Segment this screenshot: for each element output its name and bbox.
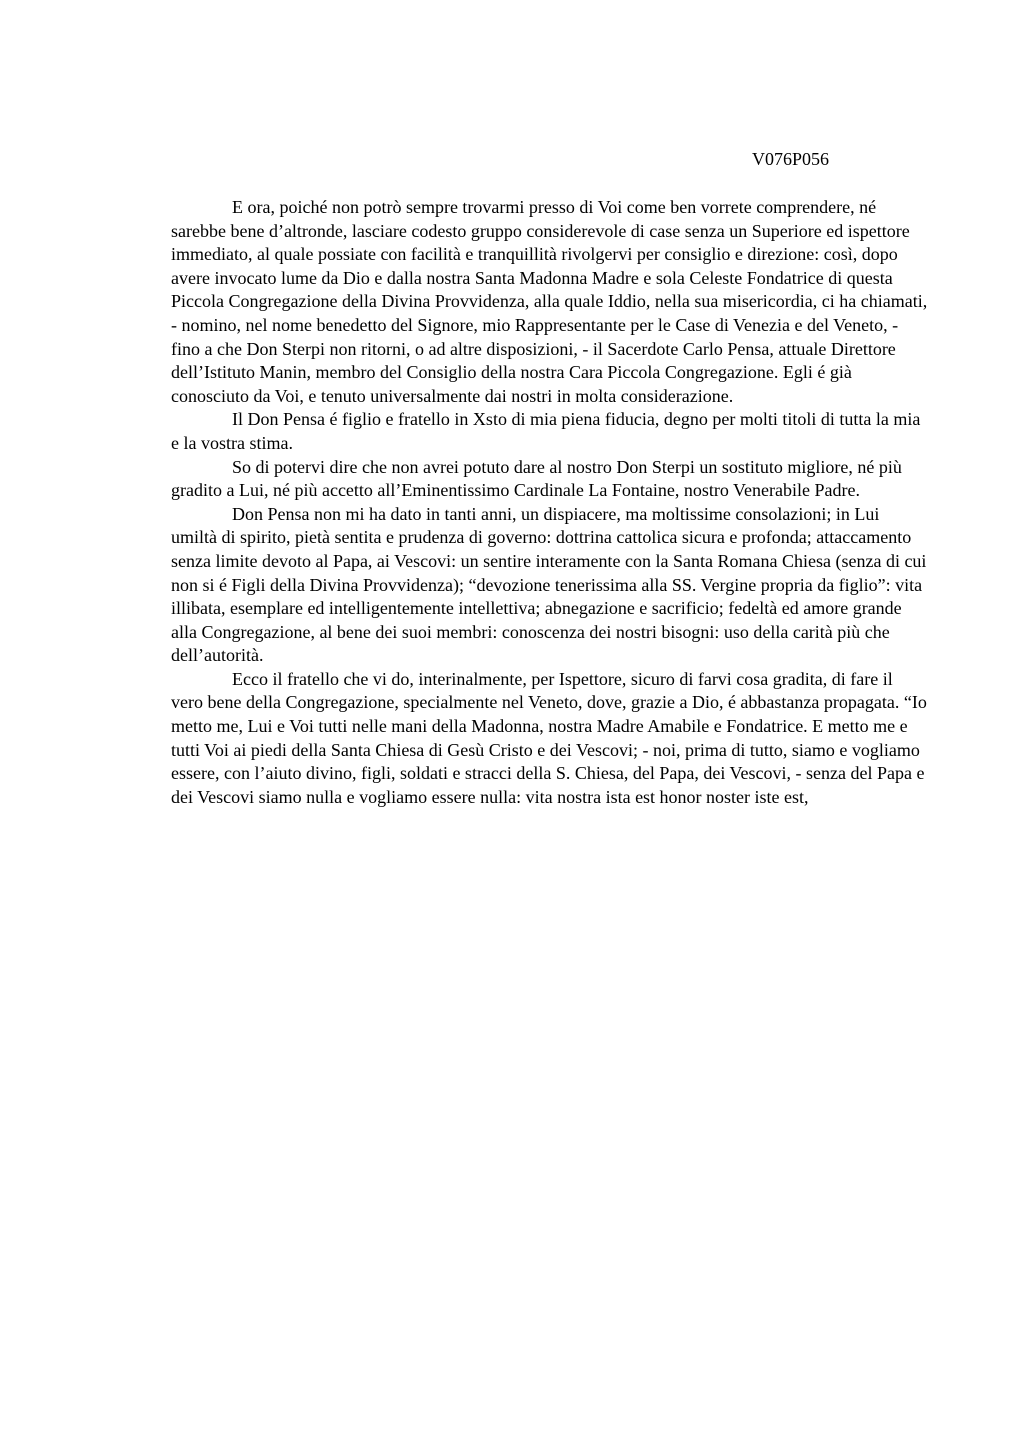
- paragraph-1: E ora, poiché non potrò sempre trovarmi presso di Voi come ben vorrete comprendere, né sarebbe bene d’altronde, lasciare codesto gruppo considerevole di case senza un Superiore ed ispettore immediato, al quale possiate con facilità e tranquillità rivolgervi per consiglio e direzione: così, dopo avere invocato lume da Dio e dalla nostra Santa Madonna Madre e sola Celeste Fondatrice di questa Piccola Congregazione della Divina Provvidenza, alla quale Iddio, nella sua misericordia, ci ha chiamati, - nomino, nel nome benedetto del Signore, mio Rappresentante per le Case di Venezia e del Veneto, - fino a che Don Sterpi non ritorni, o ad altre disposizioni, - il Sacerdote Carlo Pensa, attuale Direttore dell’Istituto Manin, membro del Consiglio della nostra Cara Piccola Congregazione. Egli é già conosciuto da Voi, e tenuto universalmente dai nostri in molta considerazione.: [171, 197, 928, 406]
- paragraph-2: Il Don Pensa é figlio e fratello in Xsto di mia piena fiducia, degno per molti titoli di tutta la mia e la vostra stima.: [171, 409, 921, 453]
- page-reference: V076P056: [752, 149, 830, 169]
- paragraph-4: Don Pensa non mi ha dato in tanti anni, un dispiacere, ma moltissime consolazioni; in Lui umiltà di spirito, pietà sentita e prudenza di governo: dottrina cattolica sicura e profonda; attaccamento senza limite devoto al Papa, ai Vescovi: un sentire interamente con la Santa Romana Chiesa (senza di cui non si é Figli della Divina Provvidenza); “devozione tenerissima alla SS. Vergine propria da figlio”: vita illibata, esemplare ed intelligentemente intellettiva; abnegazione e sacrificio; fedeltà ed amore grande alla Congregazione, al bene dei suoi membri: conoscenza dei nostri bisogni: uso della carità più che dell’autorità.: [171, 503, 927, 666]
- paragraph-5: Ecco il fratello che vi do, interinalmente, per Ispettore, sicuro di farvi cosa gradita, di fare il vero bene della Congregazione, specialmente nel Veneto, dove, grazie a Dio, é abbastanza propagata. “Io metto me, Lui e Voi tutti nelle mani della Madonna, nostra Madre Amabile e Fondatrice. E metto me e tutti Voi ai piedi della Santa Chiesa di Gesù Cristo e dei Vescovi; - noi, prima di tutto, siamo e vogliamo essere, con l’aiuto divino, figli, soldati e stracci della S. Chiesa, del Papa, dei Vescovi, - senza del Papa e dei Vescovi siamo nulla e vogliamo essere nulla: vita nostra ista est honor noster iste est,: [171, 668, 927, 807]
- paragraph-3: So di potervi dire che non avrei potuto dare al nostro Don Sterpi un sostituto migliore, né più gradito a Lui, né più accetto all’Eminentissimo Cardinale La Fontaine, nostro Venerabile Padre.: [171, 456, 902, 501]
- letter-body: [171, 196, 928, 809]
